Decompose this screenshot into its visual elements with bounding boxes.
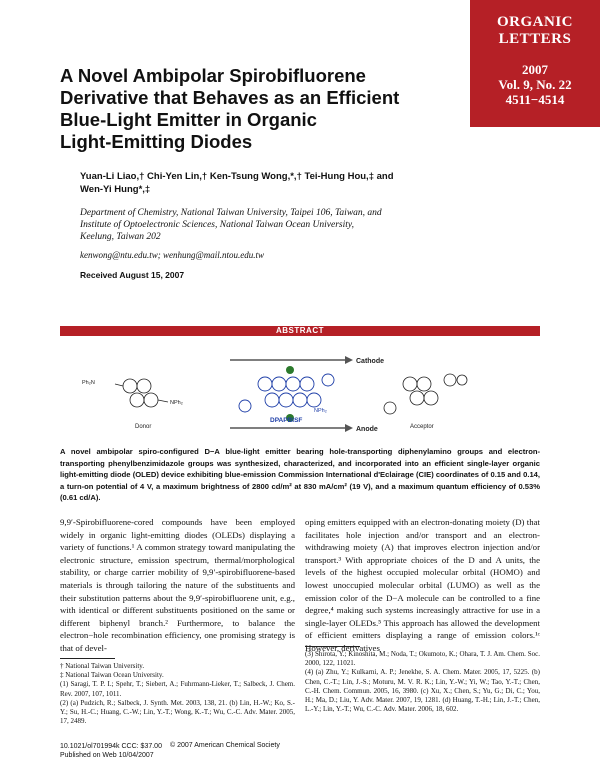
footnotes-left — [60, 662, 295, 726]
affiliations — [80, 207, 400, 243]
reference: (4) (a) Zhu, Y.; Kulkarni, A. P.; Jenekhe, S. A. Chem. Mater. 2005, 17, 5225. (b) Chen, C.-T.; Lin, J.-S.; Moturu, M. V. R. K.; Lin, Y.-W.; Yi, W.; Tao, Y.-T.; Chen, C.-H. Chem. Commun. 2005, 16, 3980. (c) Xu, X.; Chen, S.; Yu, G.; Di, C.; You, H.; Ma, D.; Liu, Y. Adv. Mater. 2007, 19, 1281. (d) Huang, T.-H.; Lin, J.-T.; Chen, L.-Y.; Lin, Y.-T.; Wu, C.-C. Adv. Mater. 2006, 18, 602. — [305, 668, 540, 714]
body-column-left: 9,9′-Spirobifluorene-cored compounds have been employed widely in organic light-emitting diodes (OLEDs) displaying a variety of functions.¹ A common strategy toward manipulating the electronic structure, emission spectrum, thermal/morphological stability, or charge carrier mobility of 9,9′-spirobifluorene-based materials is through tailoring the nature of the substituents and their substitution patterns about the 9,9′-spirobifluorene unit, e.g., with identical or different substituents positioned on the same or different biphenyl branch.² Furthermore, to balance the electron−hole recombination efficiency, one promising strategy is that of devel- — [60, 517, 295, 653]
anode-arrow-icon — [345, 424, 353, 432]
affiliation-line: Institute of Optoelectronic Sciences, National Taiwan Ocean University, — [80, 220, 354, 230]
center-molecule — [239, 374, 334, 412]
footer-info — [60, 742, 162, 760]
anode-label: Anode — [356, 426, 378, 433]
authors-line: Wen-Yi Hung*,‡ — [80, 184, 151, 195]
journal-pages: 4511−4514 — [505, 92, 565, 107]
footnotes-right — [305, 650, 540, 714]
authors-line: Yuan-Li Liao,† Chi-Yen Lin,† Ken-Tsung Wong,*,† Tei-Hung Hou,‡ and — [80, 171, 394, 182]
footnote: ‡ National Taiwan Ocean University. — [60, 671, 164, 680]
toc-graphic — [60, 340, 540, 440]
abstract-text: A novel ambipolar spiro-configured D−A blue-light emitter bearing hole-transporting diphenylamino groups and electron-transporting phenylbenzimidazole groups was synthesized, characterized, and incorporated into an efficient single-layer organic light-emitting diode (OLED) device exhibiting blue-emission Commission International d'Eclairage (CIE) coordinates of 0.15 and 0.14, a turn-on potential of 4 V, a maximum brightness of 2800 cd/m² at 830 mA/cm² (19 V), and a maximum quantum efficiency of 0.53% (0.61 cd/A). — [60, 447, 540, 502]
author-emails[interactable]: kenwong@ntu.edu.tw; wenhung@mail.ntou.edu.tw — [80, 250, 265, 260]
reference: (1) Saragi, T. P. I.; Spehr, T.; Siebert, A.; Fuhrmann-Lieker, T.; Salbeck, J. Chem. Rev. 2007, 107, 1011. — [60, 680, 295, 698]
donor-group-left: Ph₂N — [82, 380, 95, 386]
abstract-heading: ABSTRACT — [60, 326, 540, 336]
affiliation-line: Keelung, Taiwan 202 — [80, 232, 161, 242]
acceptor-label: Acceptor — [410, 424, 434, 430]
journal-name-line2: LETTERS — [498, 31, 572, 47]
acceptor-molecule — [384, 374, 467, 414]
footnote-divider — [60, 658, 115, 659]
donor-group-right: NPh₂ — [170, 400, 183, 406]
cathode-label: Cathode — [356, 358, 384, 365]
journal-year: 2007 — [522, 62, 548, 77]
received-date: Received August 15, 2007 — [80, 270, 185, 280]
cathode-arrow-icon — [345, 356, 353, 364]
copyright: © 2007 American Chemical Society — [170, 742, 280, 749]
title-line: Derivative that Behaves as an Efficient — [60, 87, 400, 108]
compound-label: DPAPBISF — [270, 417, 303, 424]
title-line: Blue-Light Emitter in Organic — [60, 109, 317, 130]
footnote-divider — [305, 646, 360, 647]
article-title — [60, 65, 460, 153]
footnote: † National Taiwan University. — [60, 662, 145, 670]
donor-molecule — [115, 379, 168, 407]
journal-badge — [470, 0, 600, 127]
journal-name: ORGANIC — [496, 14, 573, 30]
affiliation-line: Department of Chemistry, National Taiwan University, Taipei 106, Taiwan, and — [80, 208, 382, 218]
published-date: Published on Web 10/04/2007 — [60, 752, 154, 759]
author-list — [80, 170, 410, 196]
body-column-right: oping emitters equipped with an electron-donating moiety (D) that facilitates hole injection and/or transport and an electron-withdrawing moiety (A) that improves electron injection and/or transport.³ With appropriate choices of the D and A units, the levels of the highest occupied molecular orbital (HOMO) and lowest unoccupied molecular orbital (LUMO) as well as the emission color of the D−A molecule can be controlled to a fine degree,⁴ making such systems increasingly attractive for use in a single-layer OLEDs.⁵ This approach has allowed the development of efficient emitters displaying a range of emission colors.¹ᶜ However, derivatives — [305, 517, 540, 653]
title-line: A Novel Ambipolar Spirobifluorene — [60, 65, 366, 86]
reference: (2) (a) Pudzich, R.; Salbeck, J. Synth. Met. 2003, 138, 21. (b) Lin, H.-W.; Ko, S.-Y.; Su, H.-C.; Huang, C.-W.; Lin, Y.-T.; Wong, K.-T.; Wu, C.-C. Adv. Mater. 2005, 17, 2489. — [60, 698, 295, 726]
title-line: Light-Emitting Diodes — [60, 131, 253, 152]
journal-volume: Vol. 9, No. 22 — [498, 77, 572, 92]
reference: (3) Shirota, Y.; Kinoshita, M.; Noda, T.; Okumoto, K.; Ohara, T. J. Am. Chem. Soc. 2000, 122, 11021. — [305, 650, 540, 668]
doi[interactable]: 10.1021/ol701994k CCC: $37.00 — [60, 743, 162, 750]
electron-icon — [286, 366, 294, 374]
donor-label: Donor — [135, 424, 152, 430]
center-group: NPh₂ — [314, 408, 327, 414]
